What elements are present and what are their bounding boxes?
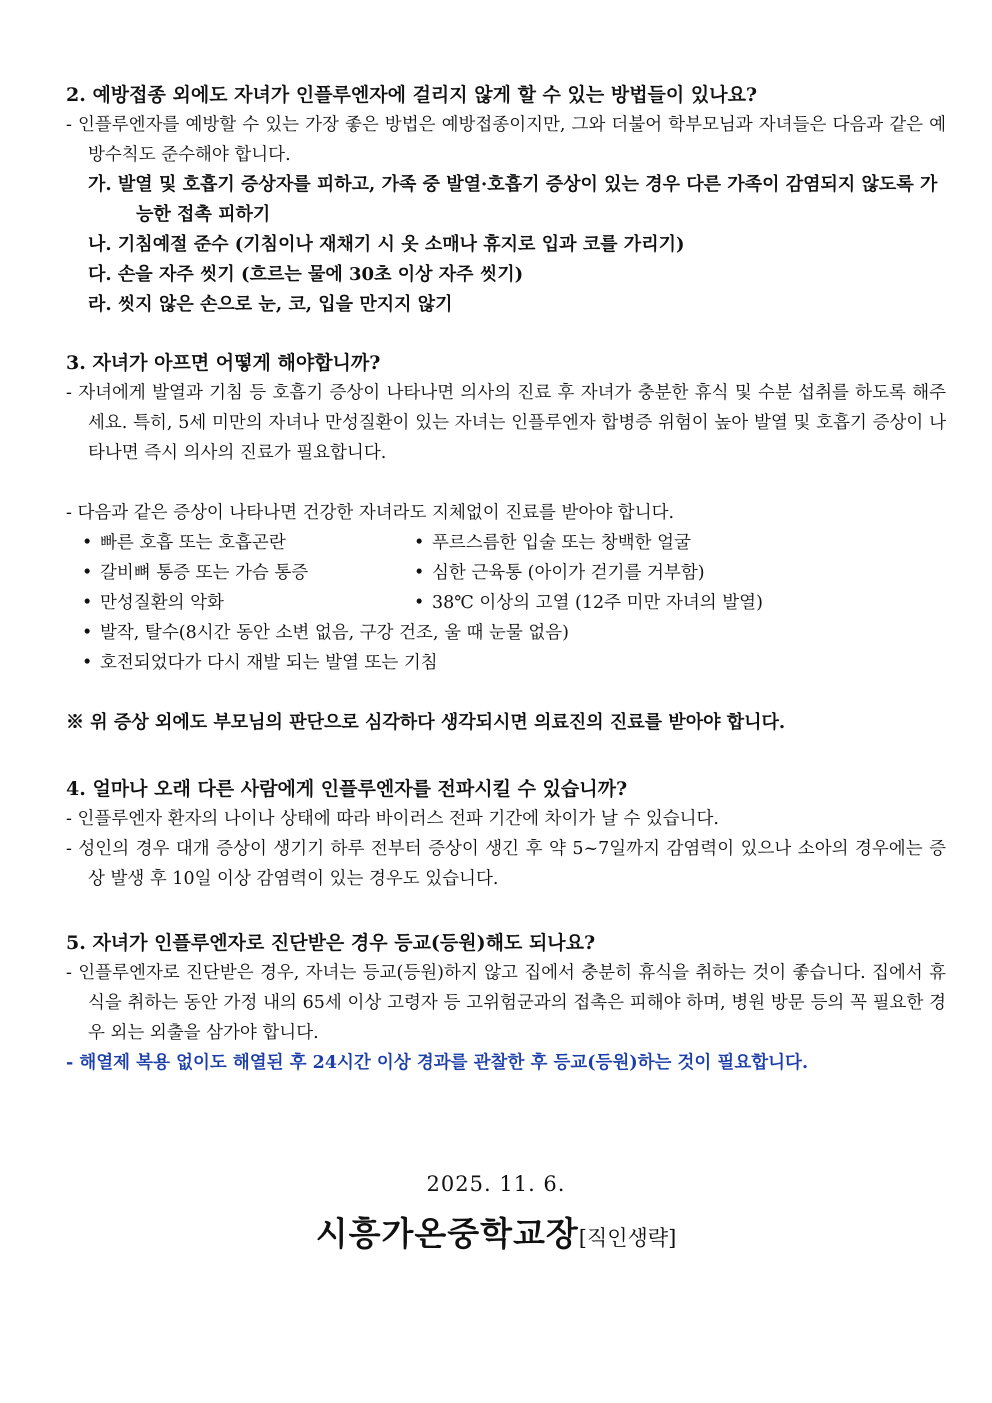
symptom-list-wide (66, 618, 946, 678)
section-3-para-2: - 다음과 같은 증상이 나타나면 건강한 자녀라도 지체없이 진료를 받아야 합니다. (66, 503, 675, 523)
section-4-line-1: - 인플루엔자 환자의 나이나 상태에 따라 바이러스 전파 기간에 차이가 날 수 있습니다. (66, 809, 719, 829)
symptom-item: • 발작, 탈수(8시간 동안 소변 없음, 구강 건조, 울 때 눈물 없음) (82, 618, 946, 648)
section-5-para: - 인플루엔자로 진단받은 경우, 자녀는 등교(등원)하지 않고 집에서 충분히 휴식을 취하는 것이 좋습니다. 집에서 휴식을 취하는 동안 가정 내의 65세 이상 고령자 등 고위험군과의 접촉은 피해야 하며, 병원 방문 등의 꼭 필요한 경우 외는 외출을 삼가야 합니다. (66, 963, 946, 1043)
section-5-title: 5. 자녀가 인플루엔자로 진단받은 경우 등교(등원)해도 되나요? (66, 932, 596, 954)
section-3 (66, 348, 946, 738)
symptom-item: • 푸르스름한 입술 또는 창백한 얼굴 (414, 528, 946, 558)
section-3-para-1: - 자녀에게 발열과 기침 등 호흡기 증상이 나타나면 의사의 진료 후 자녀가 충분한 휴식 및 수분 섭취를 하도록 해주세요. 특히, 5세 미만의 자녀나 만성질환이 있는 자녀는 인플루엔자 합병증 위험이 높아 발열 및 호흡기 증상이 나타나면 즉시 의사의 진료가 필요합니다. (66, 383, 946, 463)
section-3-title: 3. 자녀가 아프면 어떻게 해야합니까? (66, 352, 381, 374)
prevention-item-1: 가. 발열 및 호흡기 증상자를 피하고, 가족 중 발열·호흡기 증상이 있는 경우 다른 가족이 감염되지 않도록 가능한 접촉 피하기 (88, 174, 938, 225)
symptom-item: • 심한 근육통 (아이가 걷기를 거부함) (414, 558, 946, 588)
section-5 (66, 928, 946, 1078)
seal-note: [직인생략] (578, 1226, 677, 1250)
section-3-note: ※ 위 증상 외에도 부모님의 판단으로 심각하다 생각되시면 의료진의 진료를 받아야 합니다. (66, 712, 786, 733)
section-4 (66, 774, 946, 894)
section-4-line-2: - 성인의 경우 대개 증상이 생기기 하루 전부터 증상이 생긴 후 약 5~7일까지 감염력이 있으나 소아의 경우에는 증상 발생 후 10일 이상 감염력이 있는 경우도 있습니다. (66, 839, 946, 889)
section-5-highlight: - 해열제 복용 없이도 해열된 후 24시간 이상 경과를 관찰한 후 등교(등원)하는 것이 필요합니다. (66, 1053, 809, 1073)
symptom-list (66, 528, 946, 618)
symptom-item: • 만성질환의 악화 (82, 588, 414, 618)
symptom-item: • 38℃ 이상의 고열 (12주 미만 자녀의 발열) (414, 588, 946, 618)
prevention-item-4: 라. 씻지 않은 손으로 눈, 코, 입을 만지지 않기 (88, 294, 453, 315)
section-2-intro: - 인플루엔자를 예방할 수 있는 가장 좋은 방법은 예방접종이지만, 그와 더불어 학부모님과 자녀들은 다음과 같은 예방수칙도 준수해야 합니다. (66, 115, 946, 165)
symptom-item: • 호전되었다가 다시 재발 되는 발열 또는 기침 (82, 648, 946, 678)
section-2 (66, 80, 946, 320)
section-4-title: 4. 얼마나 오래 다른 사람에게 인플루엔자를 전파시킬 수 있습니까? (66, 778, 628, 800)
section-2-title: 2. 예방접종 외에도 자녀가 인플루엔자에 걸리지 않게 할 수 있는 방법들이 있나요? (66, 84, 758, 106)
prevention-item-2: 나. 기침예절 준수 (기침이나 재채기 시 옷 소매나 휴지로 입과 코를 가리기) (88, 234, 685, 255)
symptom-item: • 갈비뼈 통증 또는 가슴 통증 (82, 558, 414, 588)
school-principal-name: 시흥가온중학교장 (315, 1214, 579, 1253)
document-date: 2025. 11. 6. (426, 1172, 566, 1196)
symptom-item: • 빠른 호흡 또는 호흡곤란 (82, 528, 414, 558)
prevention-item-3: 다. 손을 자주 씻기 (흐르는 물에 30초 이상 자주 씻기) (88, 264, 524, 285)
signature-block (0, 1208, 992, 1255)
